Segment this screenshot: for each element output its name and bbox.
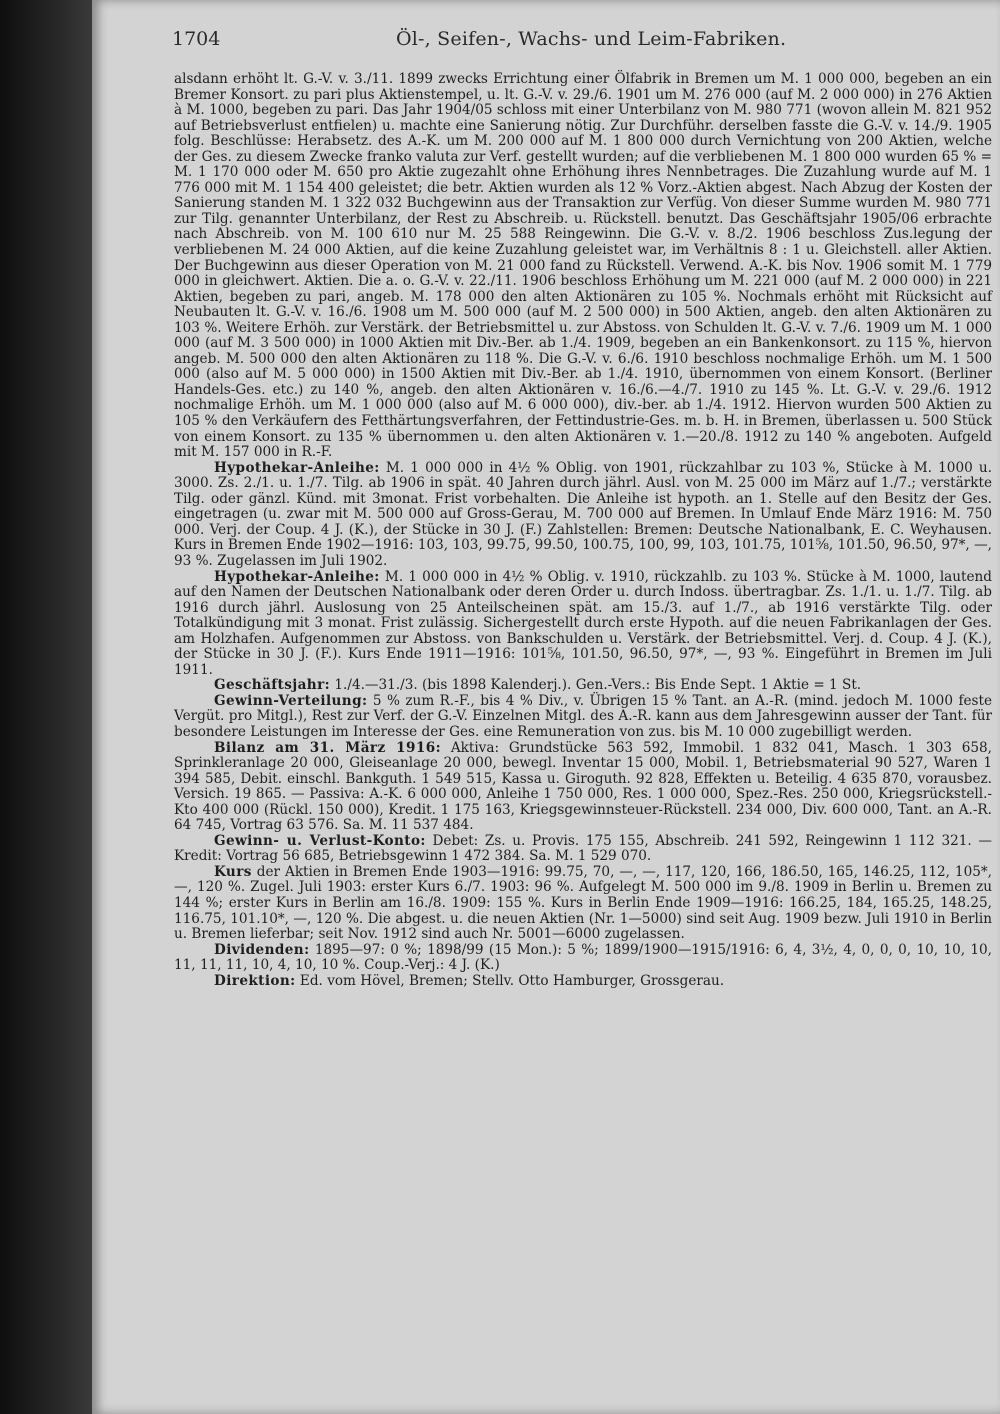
section-label: Gewinn- u. Verlust-Konto: [214, 832, 426, 849]
book-binding-edge [0, 0, 92, 1414]
paragraph-capital-history [174, 72, 992, 461]
paragraph-text: 5 % zum R.-F., bis 4 % Div., v. Übrigen 15 % Tant. an A.-R. (mind. jedoch M. 1000 feste Vergüt. pro Mitgl.), Rest zur Verf. der G.-V. Einzelnen Mitgl. des A.-R. kann aus dem Jahresgewinn ausser der Tant. für besondere Leistungen im Interesse der Ges. eine Remuneration von zus. bis M. 10 000 zugebilligt werden. [174, 692, 992, 740]
paragraph-balance-sheet [174, 741, 992, 834]
section-label: Hypothekar-Anleihe: [214, 568, 380, 585]
paragraph-fiscal-year [174, 678, 992, 694]
section-label: Hypothekar-Anleihe: [214, 459, 380, 476]
page-number: 1704 [172, 28, 221, 50]
paragraph-profit-loss-account [174, 834, 992, 865]
paragraph-text: Aktiva: Grundstücke 563 592, Immobil. 1 832 041, Masch. 1 303 658, Sprinkleranlage 20 000, Gleiseanlage 20 000, bewegl. Inventar 15 000, Mobil. 1, Betriebsmaterial 90 527, Waren 1 394 585, Debit. einschl. Bankguth. 1 549 515, Kassa u. Giroguth. 92 828, Effekten u. Beteilig. 4 635 870, vorausbez. Versich. 19 865. — Passiva: A.-K. 6 000 000, Anleihe 1 750 000, Res. 1 000 000, Spez.-Res. 250 000, Kriegsrückstell.-Kto 400 000 (Rückl. 150 000), Kredit. 1 175 163, Kriegsgewinnsteuer-Rückstell. 234 000, Div. 600 000, Tant. an A.-R. 64 745, Vortrag 63 576. Sa. M. 11 537 484. [174, 739, 992, 834]
section-label: Direktion: [214, 972, 296, 989]
section-label: Kurs [214, 863, 252, 880]
paragraph-text: M. 1 000 000 in 4½ % Oblig. v. 1910, rückzahlb. zu 103 %. Stücke à M. 1000, lautend auf den Namen der Deutschen Nationalbank oder deren Order u. durch Indoss. übertragbar. Zs. 1./1. u. 1./7. Tilg. ab 1916 durch jährl. Auslosung von 25 Anteilscheinen spät. am 15./3. auf 1./7., ab 1916 verstärkte Tilg. oder Totalkündigung mit 3 monat. Frist zulässig. Sichergestellt durch erste Hypoth. auf die neuen Fabrikanlagen der Ges. am Holzhafen. Aufgenommen zur Abstoss. von Bankschulden u. Verstärk. der Betriebsmittel. Verj. d. Coup. 4 J. (K.), der Stücke in 30 J. (F.). Kurs Ende 1911—1916: 101⅝, 101.50, 96.50, 97*, —, 93 %. Eingeführt in Bremen im Juli 1911. [174, 568, 992, 678]
section-label: Geschäftsjahr: [214, 677, 331, 694]
section-label: Bilanz am 31. März 1916: [214, 739, 442, 756]
scanned-page [92, 0, 1000, 1414]
paragraph-text: alsdann erhöht lt. G.-V. v. 3./11. 1899 zwecks Errichtung einer Ölfabrik in Bremen um M. 1 000 000, begeben an ein Bremer Konsort. zu pari plus Aktienstempel, u. lt. G.-V. v. 29./6. 1901 um M. 276 000 (auf M. 2 000 000) in 276 Aktien à M. 1000, begeben zu pari. Das Jahr 1904/05 schloss mit einer Unterbilanz von M. 980 771 (wovon allein M. 821 952 auf Betriebsverlust entfielen) u. machte eine Sanierung nötig. Zur Durchführ. derselben fasste die G.-V. v. 14./9. 1905 folg. Beschlüsse: Herabsetz. des A.-K. um M. 200 000 auf M. 1 800 000 durch Vernichtung von 200 Aktien, welche der Ges. zu diesem Zwecke franko valuta zur Verf. gestellt wurden; auf die verbliebenen M. 1 800 000 wurden 65 % = M. 1 170 000 oder M. 650 pro Aktie zugezahlt ohne Erhöhung ihres Nennbetrages. Die Zuzahlung wurde auf M. 1 776 000 mit M. 1 154 400 geleistet; die betr. Aktien wurden als 12 % Vorz.-Aktien abgest. Nach Abzug der Kosten der Sanierung standen M. 1 322 032 Buchgewinn aus der Transaktion zur Verfüg. Von dieser Summe wurden M. 980 771 zur Tilg. genannter Unterbilanz, der Rest zu Abschreib. u. Rückstell. benutzt. Das Geschäftsjahr 1905/06 erbrachte nach Abschreib. von M. 100 610 nur M. 25 588 Reingewinn. Die G.-V. v. 8./2. 1906 beschloss Zus.legung der verbliebenen M. 24 000 Aktien, auf die keine Zuzahlung geleistet war, im Verhältnis 8 : 1 u. Gleichstell. aller Aktien. Der Buchgewinn aus dieser Operation von M. 21 000 fand zu Rückstell. Verwend. A.-K. bis Nov. 1906 somit M. 1 779 000 in gleichwert. Aktien. Die a. o. G.-V. v. 22./11. 1906 beschloss Erhöhung um M. 221 000 (auf M. 2 000 000) in 221 Aktien, begeben zu pari, angeb. M. 178 000 den alten Aktionären zu 105 %. Nochmals erhöht mit Rücksicht auf Neubauten lt. G.-V. v. 16./6. 1908 um M. 500 000 (auf M. 2 500 000) in 500 Aktien, angeb. den alten Aktionären zu 103 %. Weitere Erhöh. zur Verstärk. der Betriebsmittel u. zur Abstoss. von Schulden lt. G.-V. v. 7./6. 1909 um M. 1 000 000 (auf M. 3 500 000) in 1000 Aktien mit Div.-Ber. ab 1./4. 1909, begeben an ein Bankenkonsort. zu 115 %, hiervon angeb. M. 500 000 den alten Aktionären zu 118 %. Die G.-V. v. 6./6. 1910 beschloss nochmalige Erhöh. um M. 1 500 000 (also auf M. 5 000 000) in 1500 Aktien mit Div.-Ber. ab 1./4. 1910, übernommen von einem Konsort. (Berliner Handels-Ges. etc.) zu 140 %, angeb. den alten Aktionären v. 16./6.—4./7. 1910 zu 145 %. Lt. G.-V. v. 29./6. 1912 nochmalige Erhöh. um M. 1 000 000 (also auf M. 6 000 000), div.-ber. ab 1./4. 1912. Hiervon wurden 500 Aktien zu 105 % den Verkäufern des Fetthärtungsverfahren, der Fettindustrie-Ges. m. b. H. in Bremen, überlassen u. 500 Stück von einem Konsort. zu 135 % übernommen u. den alten Aktionären v. 1.—20./8. 1912 zu 140 % angeboten. Aufgeld mit M. 157 000 in R.-F. [174, 71, 992, 461]
paragraph-text: M. 1 000 000 in 4½ % Oblig. von 1901, rückzahlbar zu 103 %, Stücke à M. 1000 u. 3000. Zs. 2./1. u. 1./7. Tilg. ab 1906 in spät. 40 Jahren durch jährl. Ausl. von M. 25 000 im März auf 1./7.; verstärkte Tilg. oder gänzl. Künd. mit 3monat. Frist vorbehalten. Die Anleihe ist hypoth. an 1. Stelle auf den Besitz der Ges. eingetragen (u. zwar mit M. 500 000 auf Gross-Gerau, M. 700 000 auf Bremen. In Umlauf Ende März 1916: M. 750 000. Verj. der Coup. 4 J. (K.), der Stücke in 30 J. (F.) Zahlstellen: Bremen: Deutsche Nationalbank, E. C. Weyhausen. Kurs in Bremen Ende 1902—1916: 103, 103, 99.75, 99.50, 100.75, 100, 99, 103, 101.75, 101⅝, 101.50, 96.50, 97*, —, 93 %. Zugelassen im Juli 1902. [174, 459, 992, 569]
paragraph-share-price [174, 865, 992, 943]
running-title: Öl-, Seifen-, Wachs- und Leim-Fabriken. [396, 28, 787, 50]
section-label: Gewinn-Verteilung: [214, 692, 368, 709]
paragraph-profit-distribution [174, 694, 992, 741]
paragraph-text: Debet: Zs. u. Provis. 175 155, Abschreib. 241 592, Reingewinn 1 112 321. — Kredit: Vortrag 56 685, Betriebsgewinn 1 472 384. Sa. M. 1 529 070. [174, 832, 992, 865]
paragraph-text: 1895—97: 0 %; 1898/99 (15 Mon.): 5 %; 1899/1900—1915/1916: 6, 4, 3½, 4, 0, 0, 0, 10, 10, 10, 11, 11, 11, 10, 4, 10, 10 %. Coup.-Verj.: 4 J. (K.) [174, 941, 992, 974]
paragraph-dividends [174, 943, 992, 974]
paragraph-text: Ed. vom Hövel, Bremen; Stellv. Otto Hamburger, Grossgerau. [299, 972, 725, 989]
running-header [172, 28, 992, 58]
paragraph-text: der Aktien in Bremen Ende 1903—1916: 99.75, 70, —, —, 117, 120, 166, 186.50, 165, 146.25, 112, 105*, —, 120 %. Zugel. Juli 1903: erster Kurs 6./7. 1903: 96 %. Aufgelegt M. 500 000 im 9./8. 1909 in Berlin u. Bremen zu 144 %; erster Kurs in Berlin am 16./8. 1909: 155 %. Kurs in Berlin Ende 1909—1916: 166.25, 184, 165.25, 148.25, 116.75, 101.10*, —, 120 %. Die abgest. u. die neuen Aktien (Nr. 1—5000) sind seit Aug. 1909 bezw. Juli 1910 in Berlin u. Bremen lieferbar; seit Nov. 1912 sind auch Nr. 5001—6000 zugelassen. [174, 863, 992, 943]
paragraph-mortgage-loan-1910 [174, 570, 992, 679]
section-label: Dividenden: [214, 941, 310, 958]
paragraph-text: 1./4.—31./3. (bis 1898 Kalenderj.). Gen.-Vers.: Bis Ende Sept. 1 Aktie = 1 St. [334, 677, 862, 694]
paragraph-management [174, 974, 992, 990]
page-body [174, 72, 992, 989]
paragraph-mortgage-loan-1901 [174, 461, 992, 570]
